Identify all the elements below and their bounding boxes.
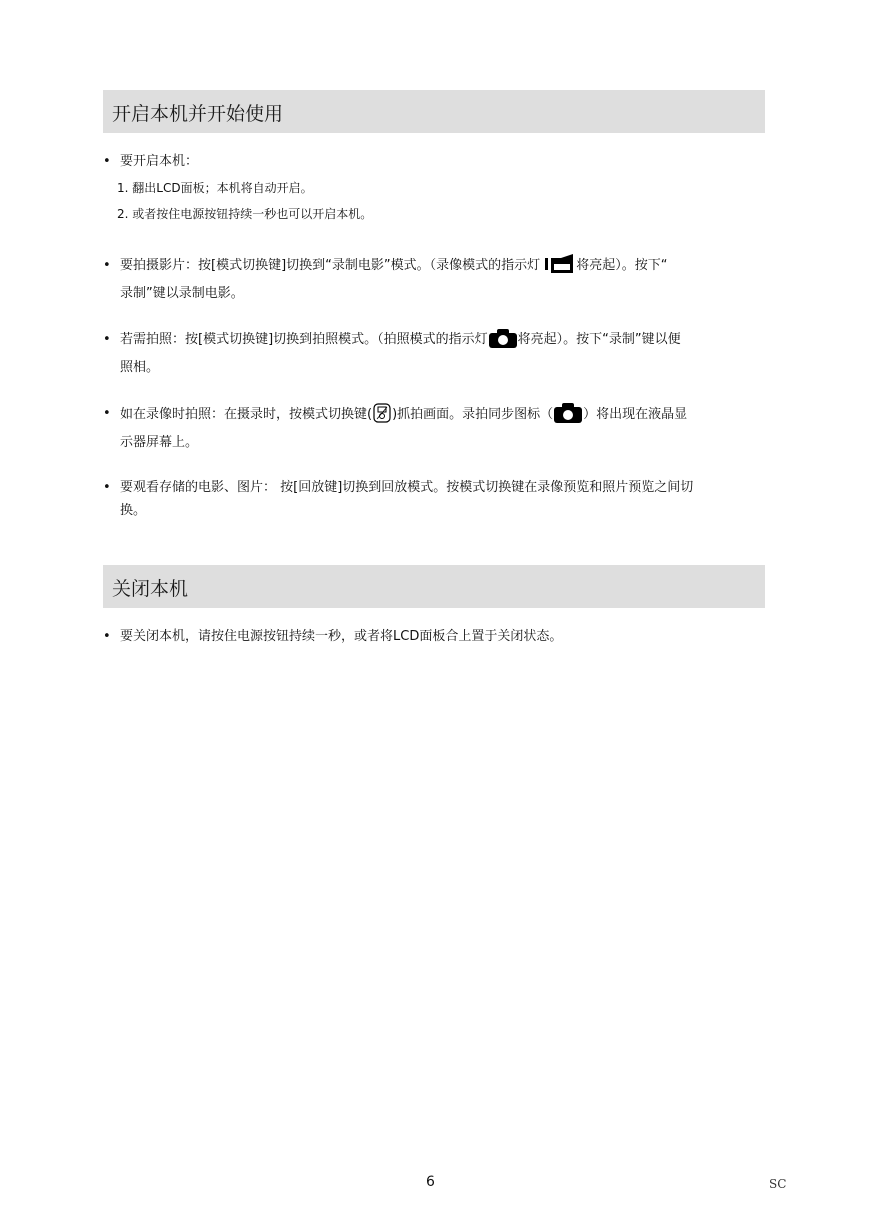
- text-segment: )抓拍画面。录拍同步图标（: [392, 407, 554, 422]
- text-segment: 如在录像时拍照：在摄录时，按模式切换键(: [120, 407, 373, 422]
- bullet-dot: •: [103, 406, 111, 421]
- bullet-body: [120, 328, 765, 379]
- bullet-text: 要关闭本机，请按住电源按钮持续一秒，或者将LCD面板合上置于关闭状态。: [120, 629, 563, 644]
- step-1: 1. 翻出LCD面板；本机将自动开启。: [117, 181, 313, 195]
- bullet-body: [120, 402, 765, 454]
- bullet-body: [120, 476, 765, 522]
- bullet-dot: •: [103, 258, 111, 273]
- text-line: 照相。: [120, 360, 160, 375]
- text-segment: 将亮起）。按下“录制”键以便: [517, 332, 681, 347]
- section-header-power-on: [103, 90, 765, 133]
- section-title: 开启本机并开始使用: [112, 103, 284, 125]
- camera-icon: [554, 402, 582, 431]
- section-title: 关闭本机: [112, 578, 189, 600]
- bullet-text: 要开启本机：: [120, 154, 199, 169]
- bullet-dot: •: [103, 629, 111, 644]
- language-code: SC: [769, 1177, 787, 1191]
- bullet-dot: •: [103, 480, 111, 495]
- text-line: 示器屏幕上。: [120, 435, 199, 450]
- text-segment: 将亮起）。按下“: [576, 258, 668, 273]
- camera-icon: [489, 328, 517, 356]
- mode-switch-key-icon: [373, 403, 391, 431]
- text-segment: 要拍摄影片：按[模式切换键]切换到“录制电影”模式。（录像模式的指示灯: [120, 258, 541, 273]
- step-2: 2. 或者按住电源按钮持续一秒也可以开启本机。: [117, 207, 373, 221]
- text-line: [120, 402, 765, 431]
- text-line: 要观看存储的电影、图片： 按[回放键]切换到回放模式。按模式切换键在录像预览和照片预览之间切: [120, 480, 694, 495]
- bullet-dot: •: [103, 332, 111, 347]
- bullet-body: [120, 254, 765, 305]
- page-number: 6: [426, 1174, 435, 1190]
- text-line: [120, 328, 765, 356]
- text-line: [120, 254, 765, 282]
- text-segment: 若需拍照：按[模式切换键]切换到拍照模式。（拍照模式的指示灯: [120, 332, 488, 347]
- text-segment: ）将出现在液晶显: [583, 407, 688, 422]
- text-line: 录制”键以录制电影。: [120, 286, 244, 301]
- bullet-dot: •: [103, 154, 111, 169]
- video-camera-icon: [545, 254, 575, 282]
- section-header-power-off: [103, 565, 765, 608]
- text-line: 换。: [120, 503, 147, 518]
